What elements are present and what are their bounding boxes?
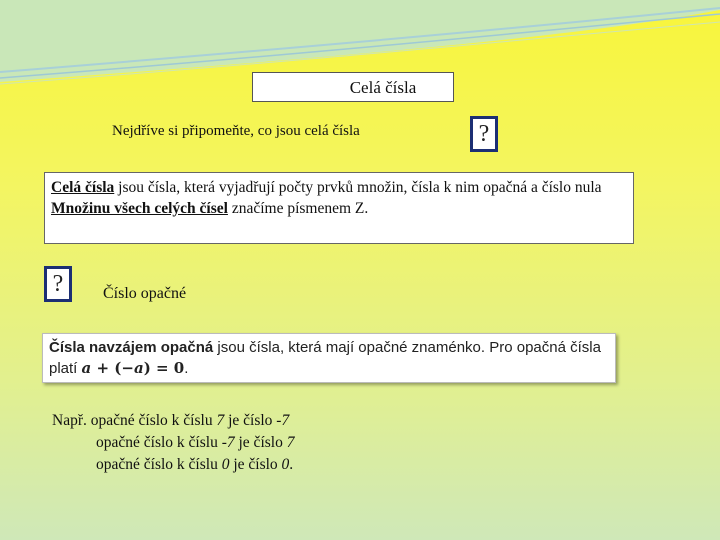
examples [52, 410, 294, 476]
definition-text: jsou čísla, která vyjadřují počty prvků množin, čísla k nim opačná a číslo nula [114, 179, 602, 196]
definition-box [44, 172, 634, 244]
opposite-definition-box: Čísla navzájem opačná jsou čísla, která mají opačné znaménko. Pro opačná čísla platí a + (−a) = 0. [42, 333, 616, 383]
opposite-formula: a + (−a) = 0 [81, 359, 185, 377]
page-title: Celá čísla [252, 72, 454, 102]
intro-text: Nejdříve si připomeňte, co jsou celá čísla [112, 123, 360, 139]
opposite-number-label: Číslo opačné [103, 285, 187, 302]
opposite-term: Čísla navzájem opačná [49, 339, 214, 356]
question-mark-box-2[interactable]: ? [44, 266, 72, 302]
question-mark-box[interactable]: ? [470, 116, 498, 152]
example-row: Např. opačné číslo k číslu 7 je číslo -7 [52, 412, 290, 429]
set-term: Množinu všech celých čísel [51, 200, 228, 217]
definition-term: Celá čísla [51, 179, 115, 196]
example-row: opačné číslo k číslu -7 je číslo 7 [96, 434, 295, 451]
opposite-text: jsou čísla, která mají opačné znaménko. Pro opačná čísla platí [49, 339, 601, 377]
example-row: opačné číslo k číslu 0 je číslo 0. [96, 456, 294, 473]
set-text: značíme písmenem Z. [227, 200, 369, 217]
